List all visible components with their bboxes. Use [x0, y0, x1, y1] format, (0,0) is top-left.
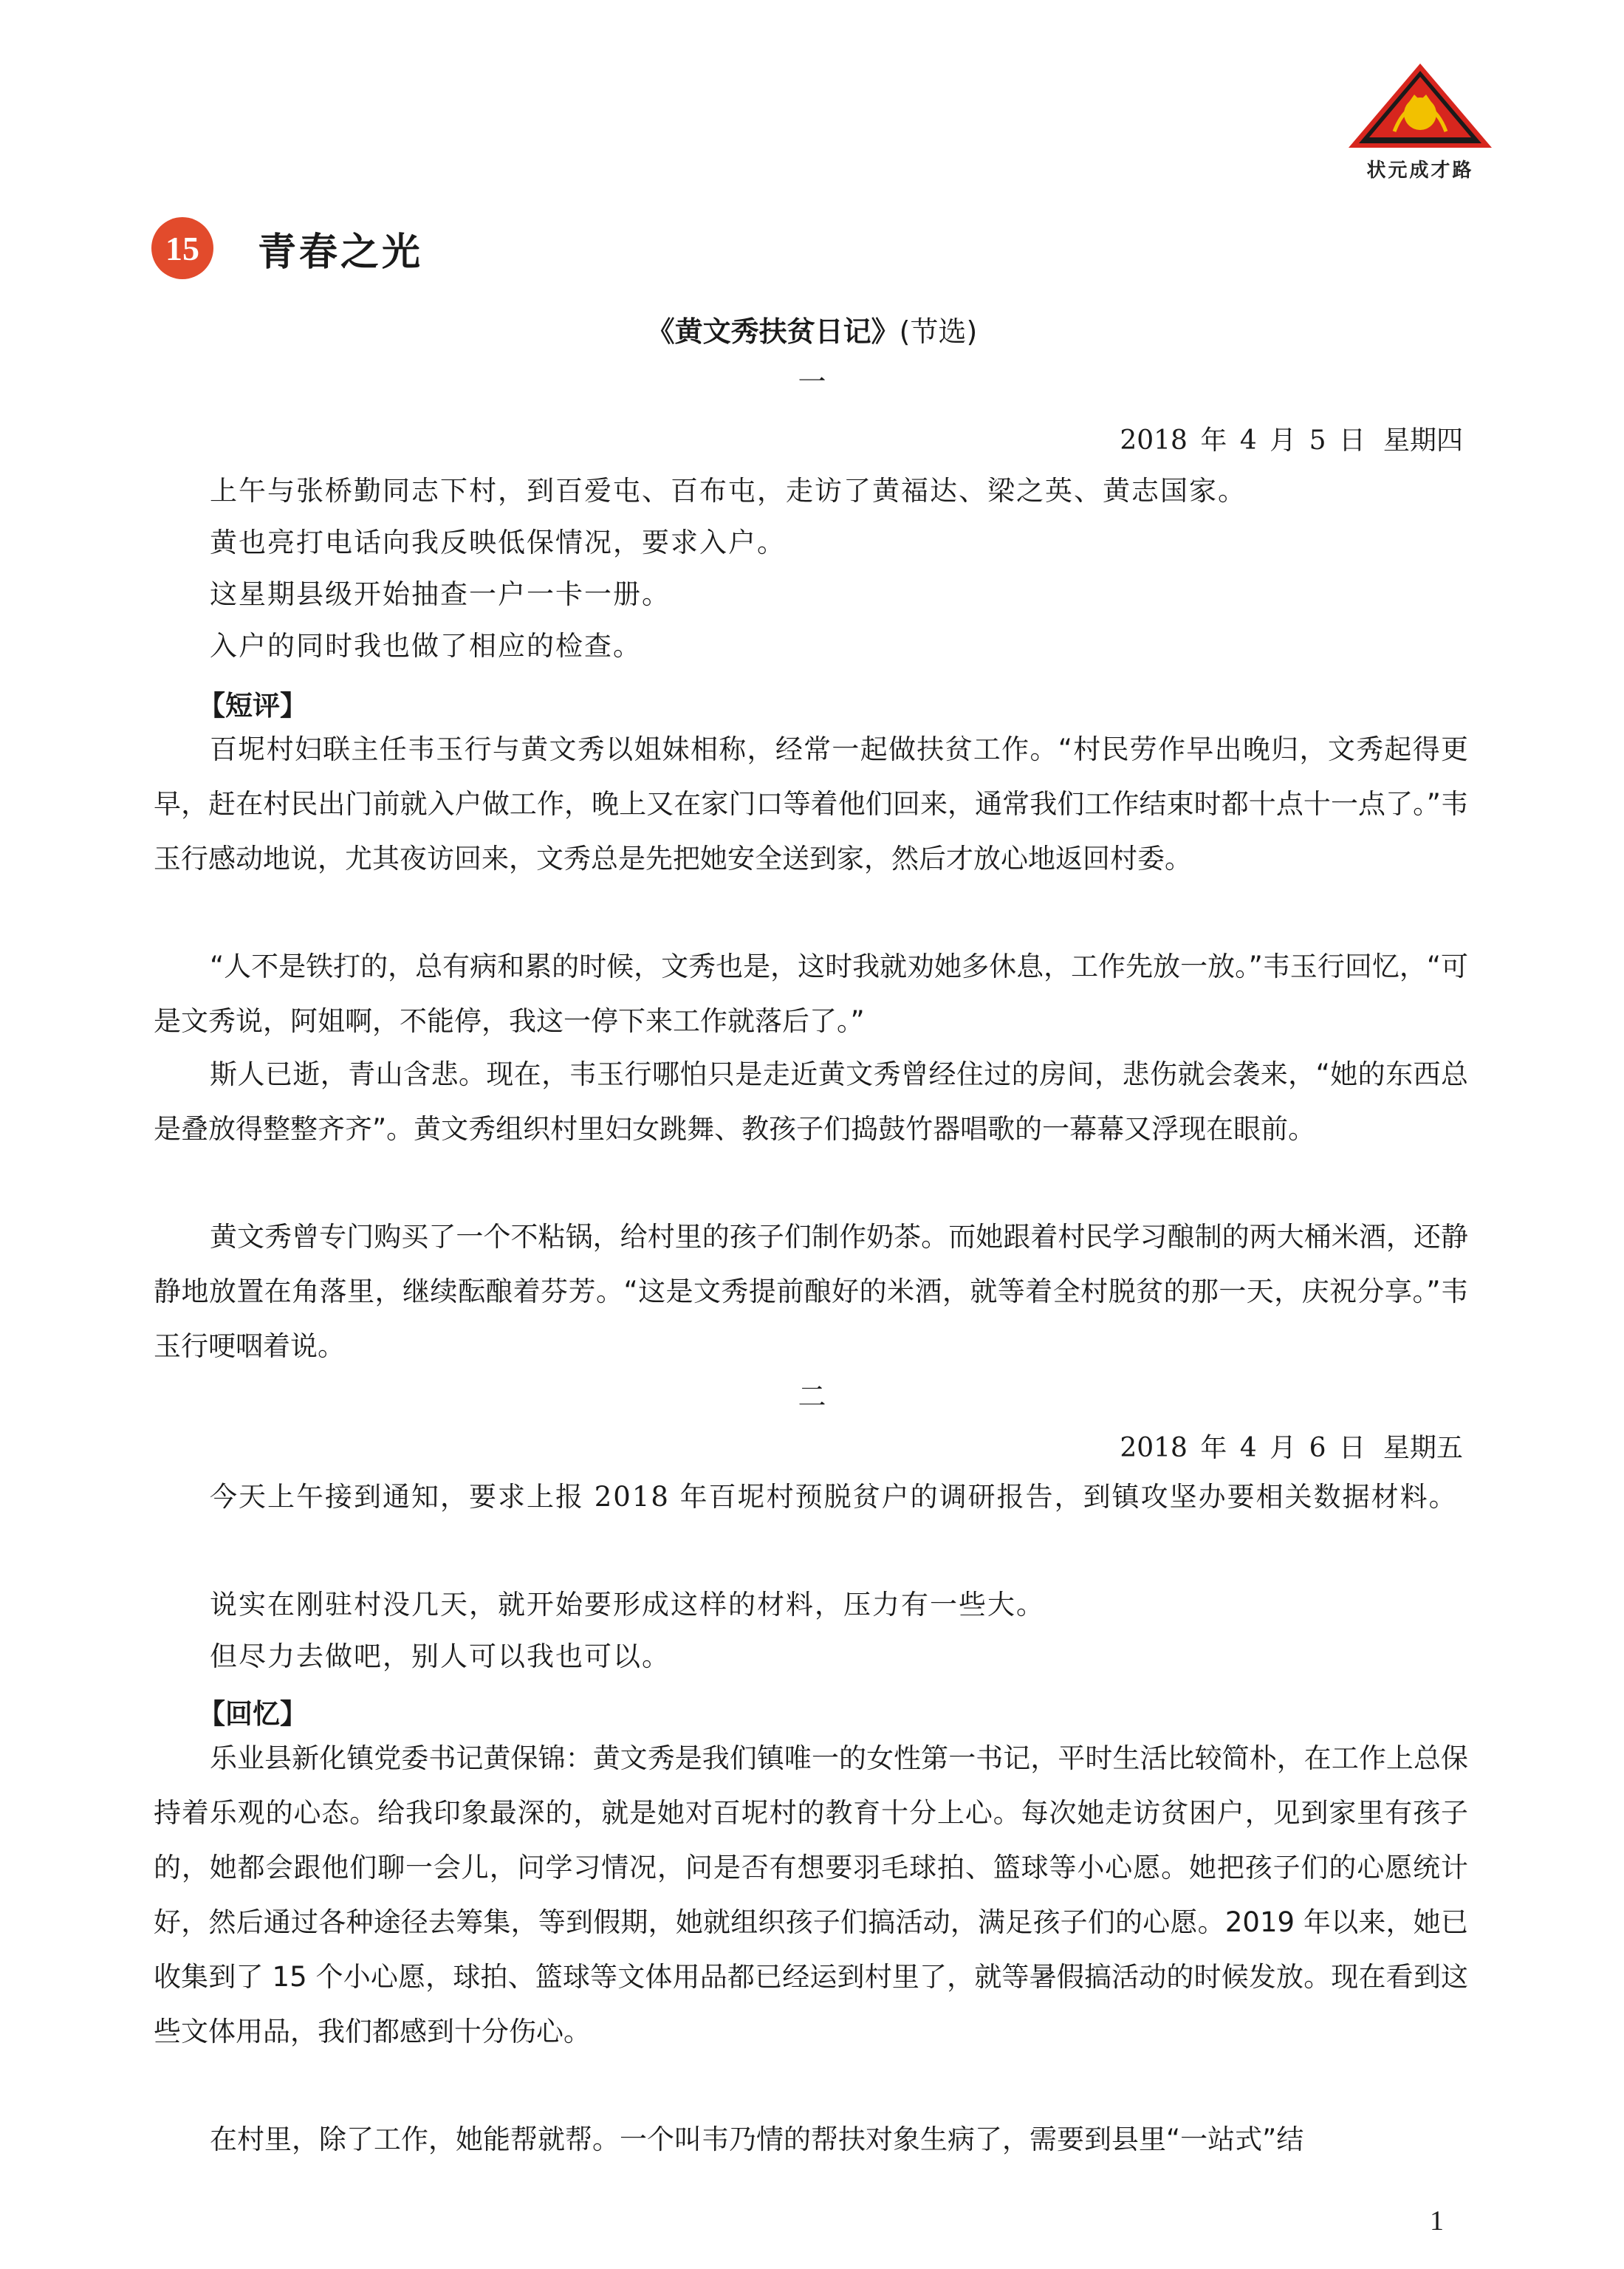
diary-date — [1120, 420, 1463, 457]
diary-line: 入户的同时我也做了相应的检查。 — [210, 630, 642, 662]
diary-date-text: 2018 年 4 月 6 日 — [1120, 1433, 1366, 1463]
document-title-main: 《黄文秀扶贫日记》 — [646, 315, 900, 348]
body-paragraph: 黄文秀曾专门购买了一个不粘锅，给村里的孩子们制作奶茶。而她跟着村民学习酿制的两大桶米酒，还静静地放置在角落里，继续酝酿着芬芳。“这是文秀提前酿好的米酒，就等着全村脱贫的那一天，庆祝分享。”韦玉行哽咽着说。 — [154, 1221, 1468, 1362]
diary-line: 今天上午接到通知，要求上报 2018 年百坭村预脱贫户的调研报告，到镇攻坚办要相关数据材料。 — [210, 1481, 1458, 1513]
logo-text: 状元成才路 — [1366, 160, 1474, 182]
chapter-title: 青春之光 — [258, 230, 424, 275]
section-marker: 一 — [798, 366, 826, 398]
diary-line: 黄也亮打电话向我反映低保情况，要求入户。 — [210, 527, 786, 558]
section-heading: 【回忆】 — [198, 1698, 307, 1730]
body-paragraph: 百坭村妇联主任韦玉行与黄文秀以姐妹相称，经常一起做扶贫工作。“村民劳作早出晚归，文秀起得更早，赶在村民出门前就入户做工作，晚上又在家门口等着他们回来，通常我们工作结束时都十点十一点了。”韦玉行感动地说，尤其夜访回来，文秀总是先把她安全送到家，然后才放心地返回村委。 — [154, 733, 1468, 875]
diary-weekday: 星期五 — [1383, 1433, 1463, 1463]
diary-date-text: 2018 年 4 月 5 日 — [1120, 425, 1366, 456]
diary-line: 这星期县级开始抽查一户一卡一册。 — [210, 578, 671, 610]
document-title-subtitle: (节选) — [899, 315, 978, 348]
diary-line: 上午与张桥勤同志下村，到百爱屯、百布屯，走访了黄福达、梁之英、黄志国家。 — [210, 475, 1247, 507]
diary-line: 说实在刚驻村没几天，就开始要形成这样的材料，压力有一些大。 — [210, 1589, 1045, 1621]
body-paragraph: 斯人已逝，青山含悲。现在，韦玉行哪怕只是走近黄文秀曾经住过的房间，悲伤就会袭来，“她的东西总是叠放得整整齐齐”。黄文秀组织村里妇女跳舞、教孩子们捣鼓竹器唱歌的一幕幕又浮现在眼前。 — [154, 1058, 1468, 1145]
chapter-heading — [151, 213, 423, 284]
section-marker: 二 — [798, 1380, 826, 1413]
body-paragraph: 在村里，除了工作，她能帮就帮。一个叫韦乃情的帮扶对象生病了，需要到县里“一站式”结 — [210, 2123, 1304, 2155]
page-number: 1 — [1430, 2205, 1444, 2237]
diary-date — [1120, 1427, 1463, 1465]
logo-emblem-icon — [1343, 61, 1498, 157]
publisher-logo — [1343, 61, 1498, 201]
section-heading: 【短评】 — [198, 690, 307, 722]
diary-weekday: 星期四 — [1383, 425, 1463, 456]
chapter-number-badge: 15 — [151, 217, 213, 279]
body-paragraph: 乐业县新化镇党委书记黄保锦：黄文秀是我们镇唯一的女性第一书记，平时生活比较简朴，在工作上总保持着乐观的心态。给我印象最深的，就是她对百坭村的教育十分上心。每次她走访贫困户，见到家里有孩子的，她都会跟他们聊一会儿，问学习情况，问是否有想要羽毛球拍、篮球等小心愿。她把孩子们的心愿统计好，然后通过各种途径去筹集，等到假期，她就组织孩子们搞活动，满足孩子们的心愿。2019 年以来，她已收集到了 15 个小心愿，球拍、篮球等文体用品都已经运到村里了，就等暑假搞活动的时候发放。现在看到这些文体用品，我们都感到十分伤心。 — [154, 1742, 1468, 2047]
diary-line: 但尽力去做吧，别人可以我也可以。 — [210, 1640, 671, 1672]
document-title — [0, 309, 1624, 349]
body-paragraph: “人不是铁打的，总有病和累的时候，文秀也是，这时我就劝她多休息，工作先放一放。”韦玉行回忆，“可是文秀说，阿姐啊，不能停，我这一停下来工作就落后了。” — [154, 951, 1469, 1037]
